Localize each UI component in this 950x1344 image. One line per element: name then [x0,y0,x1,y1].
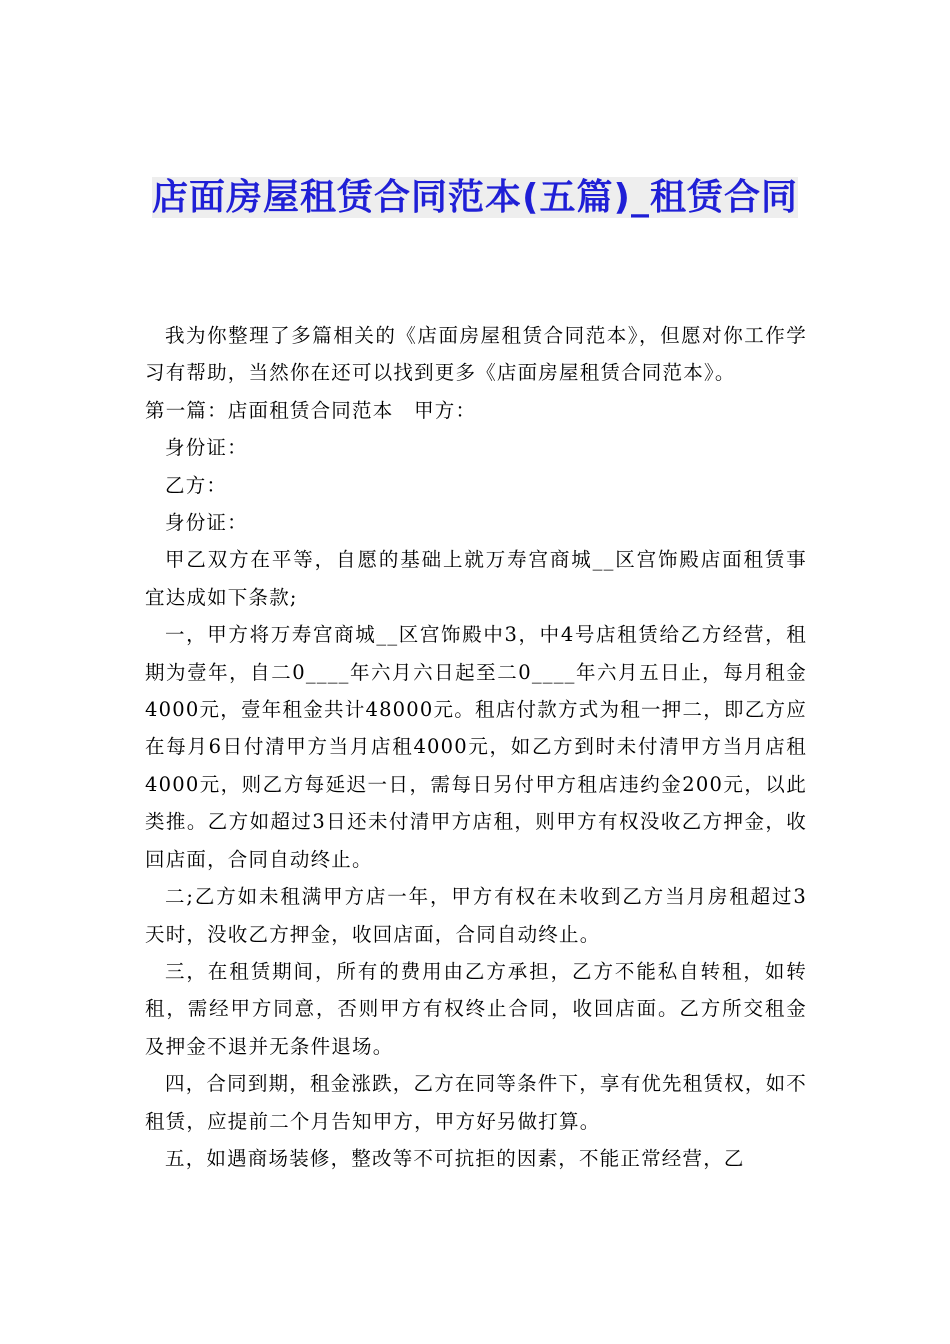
paragraph-intro: 我为你整理了多篇相关的《店面房屋租赁合同范本》，但愿对你工作学习有帮助，当然你在还可以找到更多《店面房屋租赁合同范本》。 [145,324,807,385]
paragraph-id-party-b: 身份证： [165,511,248,535]
paragraph-preamble: 甲乙双方在平等，自愿的基础上就万寿宫商城__区宫饰殿店面租赁事宜达成如下条款; [145,548,807,609]
paragraph-clause-1: 一，甲方将万寿宫商城__区宫饰殿中3，中4号店租赁给乙方经营，租期为壹年，自二0____年六月六日起至二0____年六月五日止，每月租金4000元，壹年租金共计48000元。租店付款方式为租一押二，即乙方应在每月6日付清甲方当月店租4000元，如乙方到时未付清甲方当月店租4000元，则乙方每延迟一日，需每日另付甲方租店违约金200元，以此类推。乙方如超过3日还未付清甲方店租，则甲方有权没收乙方押金，收回店面，合同自动终止。 [145,623,807,871]
document-title [145,172,805,224]
document-title-text: 店面房屋租赁合同范本(五篇)_租赁合同 [152,177,798,218]
paragraph-id-party-a: 身份证： [165,436,248,460]
paragraph-section-heading: 第一篇：店面租赁合同范本 甲方： [145,398,477,422]
paragraph-clause-5: 五，如遇商场装修，整改等不可抗拒的因素，不能正常经营，乙 [165,1146,745,1170]
paragraph-party-b: 乙方： [165,473,228,497]
paragraph-clause-4: 四，合同到期，租金涨跌，乙方在同等条件下，享有优先租赁权，如不租赁，应提前二个月告知甲方，甲方好另做打算。 [145,1072,807,1133]
paragraph-clause-2: 二;乙方如未租满甲方店一年，甲方有权在未收到乙方当月房租超过3天时，没收乙方押金，收回店面，合同自动终止。 [145,885,807,946]
document-body [145,317,807,1177]
paragraph-clause-3: 三，在租赁期间，所有的费用由乙方承担，乙方不能私自转租，如转租，需经甲方同意，否则甲方有权终止合同，收回店面。乙方所交租金及押金不退并无条件退场。 [145,959,807,1058]
